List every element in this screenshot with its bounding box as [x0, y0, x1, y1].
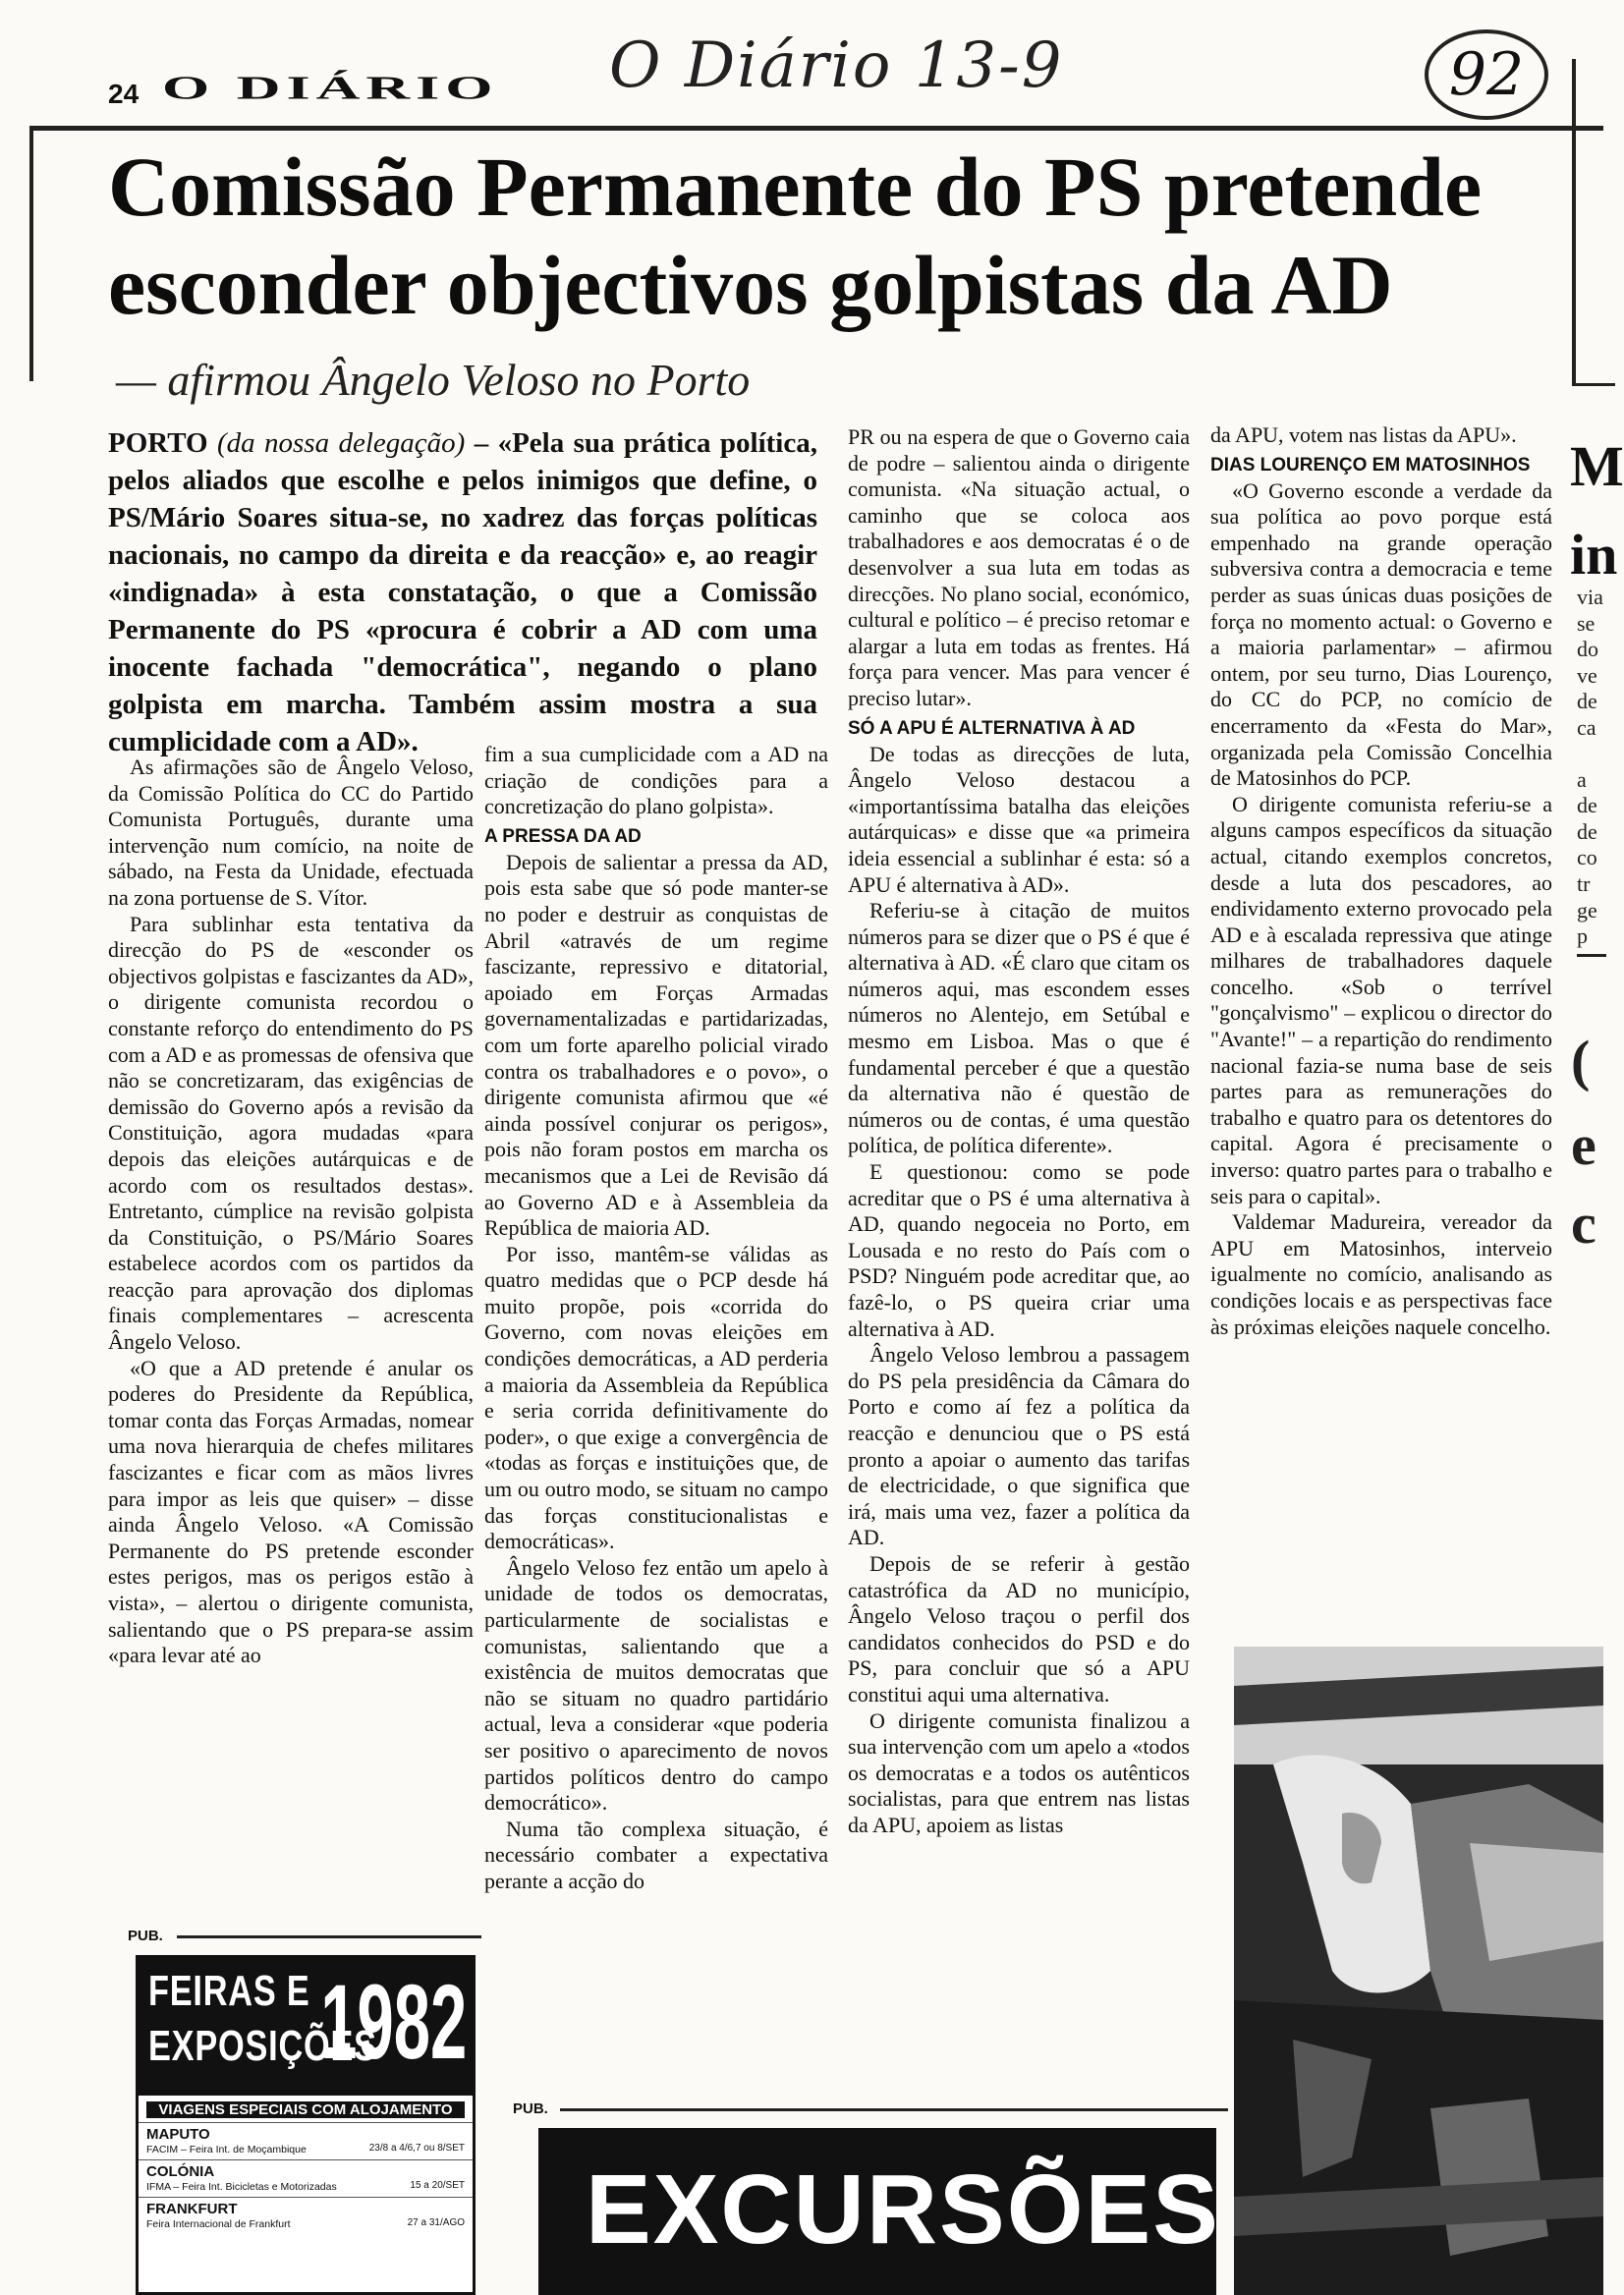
- paragraph: «O Governo esconde a verdade da sua política ao povo porque está empenhado na grande operação subversiva contra a democracia e teme perder as suas únicas duas posições de força no momento actual: o Governo e a maioria parlamentar» – afirmou ontem, por seu turno, Dias Lourenço, do CC do PCP, no comício de encerramento da «Festa do Mar», organizada pela Comissão Concelhia de Matosinhos do PCP.: [1210, 477, 1552, 791]
- paragraph: Numa tão complexa situação, é necessário combater a expectativa perante a acção do: [484, 1816, 828, 1893]
- advert-year: 1982: [320, 1962, 467, 2081]
- advert-row: MAPUTO FACIM – Feira Int. de Moçambique 23/8 a 4/6,7 ou 8/SET: [139, 2122, 473, 2159]
- paragraph: «O que a AD pretende é anular os poderes do Presidente da República, tomar conta das Forças Armadas, nomear uma nova hierarquia de chefes militares fascizantes e ficar com as mãos livres para impor as leis que quiser» – disse ainda Ângelo Veloso. «A Comissão Permanente do PS pretende esconder estes perigos, mas os perigos estão à vista», – alertou o dirigente comunista, salientando que o PS prepara-se assim «para levar até ao: [108, 1355, 474, 1668]
- adjacent-headline-fragment: M in: [1570, 434, 1624, 587]
- advert-row: FRANKFURT Feira Internacional de Frankfurt 27 a 31/AGO: [139, 2197, 473, 2234]
- paragraph: Valdemar Madureira, vereador da APU em Matosinhos, interveio igualmente no comício, analisando as condições locais e as perspectivas face às próximas eleições naquele concelho.: [1210, 1209, 1552, 1339]
- paragraph: E questionou: como se pode acreditar que o PS é uma alternativa à AD, quando negoceia no Porto, em Lousada e no resto do País com o PSD? Ninguém pode acreditar que, ao fazê-lo, o PS queira criar uma alternativa à AD.: [848, 1159, 1190, 1341]
- lead-body: – «Pela sua prática política, pelos aliados que escolhe e pelos inimigos que define, o PS/Mário Soares situa-se, no xadrez das forças políticas nacionais, no campo da direita e da reacção» e, ao reagir «indignada» à esta constatação, o que a Comissão Permanente do PS «procura é cobrir a AD com uma inocente fachada "democrática", negando o plano golpista em marcha. Também assim mostra a sua cumplicidade com a AD».: [108, 427, 817, 757]
- paragraph: fim a sua cumplicidade com a AD na criação de condições para a concretização do plano golpista».: [484, 742, 828, 819]
- advert-rule: [560, 2108, 1228, 2111]
- paragraph: O dirigente comunista referiu-se a alguns campos específicos da situação actual, citando exemplos concretos, desde a luta dos pescadores, ao endividamento externo provocado pela AD e à escalada repressiva que atinge milhares de trabalhadores daquele concelho. «Sob o terrível "gonçalvismo" – explicou o director do "Avante!" – a repartição do rendimento nacional fazia-se numa base de seis partes para as remunerações do trabalho e quatro para os detentores do capital. Agora é precisamente o inverso: quatro partes para o trabalho e seis para o capital».: [1210, 791, 1552, 1208]
- advert-label: PUB.: [513, 2100, 548, 2117]
- paragraph: O dirigente comunista finalizou a sua intervenção com um apelo a «todos os democratas e a todos os autênticos socialistas, para que entrem nas listas da APU, apoiem as listas: [848, 1707, 1190, 1837]
- advert-rule: [177, 1935, 481, 1938]
- paragraph: Depois de salientar a pressa da AD, pois esta sabe que só pode manter-se no poder e destruir as conquistas de Abril «através de um regime fascizante, repressivo e ditatorial, apoiado em Forças Armadas governamentalizadas e partidarizadas, com um forte aparelho policial virado contra os trabalhadores e o povo», o dirigente comunista afirmou que «é ainda possível conjurar os perigos», pois não foram postos em marcha os mecanismos que a Lei de Revisão dá ao Governo AD e à Assembleia da República de maioria AD.: [484, 849, 828, 1241]
- paragraph: Ângelo Veloso lembrou a passagem do PS pela presidência da Câmara do Porto e como aí fez a política da reacção e denunciou que o PS está pronto a apoiar o aumento das tarifas de electricidade, o que significa que irá, mais uma vez, fazer a política da AD.: [848, 1342, 1190, 1550]
- lead-byline: (da nossa delegação): [216, 427, 466, 459]
- advert-feiras-exposicoes: [136, 1955, 476, 2295]
- paragraph: Referiu-se à citação de muitos números para se dizer que o PS é que é alternativa à AD. «É claro que citam os números aqui, mas escondem esses números no Alentejo, em Setúbal e mesmo em Lisboa. Mas o que é fundamental perceber é que a questão da alternativa não é questão de números ou de contas, é uma questão política, de política diferente».: [848, 898, 1190, 1158]
- article-column-4: [1210, 422, 1552, 1340]
- page-number: 24: [108, 79, 140, 109]
- lead-place: PORTO: [108, 427, 208, 459]
- section-heading: A PRESSA DA AD: [484, 825, 642, 847]
- advert-excursoes: [538, 2128, 1220, 2295]
- handwritten-note: O Diário 13-9: [609, 29, 1064, 102]
- top-rule: [29, 126, 1603, 131]
- advert-subtitle: VIAGENS ESPECIAIS COM ALOJAMENTO: [146, 2101, 465, 2118]
- paragraph: Depois de se referir à gestão catastrófica da AD no município, Ângelo Veloso traçou o perfil dos candidatos conhecidos do PSD e do PS, para concluir que só a APU constitui aqui uma alternativa.: [848, 1550, 1190, 1707]
- headline: Comissão Permanente do PS pretende esconder objectivos golpistas da AD: [108, 140, 1483, 332]
- lead-paragraph: [108, 424, 817, 760]
- horse-photo-image: [1234, 1647, 1603, 2295]
- horse-photo: [1234, 1647, 1603, 2295]
- paragraph: Para sublinhar esta tentativa da direcção do PS de «esconder os objectivos golpistas e fascizantes da AD», o dirigente comunista recordou o constante reforço do entendimento do PS com a AD e as promessas de ofensiva que não se concretizaram, das exigências de demissão do Governo após a revisão da Constituição, agora mudadas «para depois das eleições autárquicas e de acordo com os resultados destas». Entretanto, cúmplice na revisão golpista da Constituição, o PS/Mário Soares estabelece acordos com os partidos da reacção para aprovação dos diplomas finais complementares – acrescenta Ângelo Veloso.: [108, 911, 474, 1355]
- advert-banner: [139, 1958, 473, 2096]
- adjacent-article-fragment: via se do ve de ca a de de co tr ge p ( e c: [1577, 585, 1606, 1263]
- paragraph: da APU, votem nas listas da APU».: [1210, 422, 1517, 447]
- advert-row: COLÓNIA IFMA – Feira Int. Bicicletas e Motorizadas 15 a 20/SET: [139, 2159, 473, 2197]
- masthead-fragment: [108, 57, 599, 116]
- section-heading: DIAS LOURENÇO EM MATOSINHOS: [1210, 454, 1531, 476]
- subheadline: — afirmou Ângelo Veloso no Porto: [116, 355, 751, 405]
- article-column-2: [484, 742, 828, 1895]
- advert-title: EXCURSÕES: [586, 2155, 1220, 2265]
- paragraph: De todas as direcções de luta, Ângelo Veloso destacou a «importantíssima batalha das eleições autárquicas» e disse que «a primeira ideia essencial a sublinhar é esta: só a APU é alternativa à AD».: [848, 741, 1190, 897]
- newspaper-logo: O DIÁRIO: [162, 69, 499, 106]
- advert-title: FEIRAS E EXPOSIÇÕES: [148, 1967, 377, 2070]
- section-heading: SÓ A APU É ALTERNATIVA À AD: [848, 717, 1136, 739]
- advert-label: PUB.: [128, 1928, 163, 1944]
- paragraph: Ângelo Veloso fez então um apelo à unidade de todos os democratas, particularmente de socialistas e comunistas, salientando que a existência de muitos democratas que não se situam no quadro partidário actual, leva a considerar «que poderia ser positivo o aparecimento de novos partidos políticos dentro do campo democrático».: [484, 1554, 828, 1816]
- paragraph: As afirmações são de Ângelo Veloso, da Comissão Política do CC do Partido Comunista Português, durante uma intervenção num comício, na noite de sábado, na Festa da Unidade, efectuada na zona portuense de S. Vítor.: [108, 755, 474, 910]
- paragraph: Por isso, mantêm-se válidas as quatro medidas que o PCP desde há muito propõe, pois «corrida do Governo, com novas eleições em condições democráticas, a AD perderia a maioria da Assembleia da República e seria corrida definitivamente do poder», o que exige a convergência de «todas as forças e instituições que, de um ou outro modo, se situam no campo das forças constitucionalistas e democráticas».: [484, 1241, 828, 1554]
- paragraph: PR ou na espera de que o Governo caia de podre – salientou ainda o dirigente comunista. «Na situação actual, o caminho que se coloca aos trabalhadores e aos democratas é o de desenvolver a sua luta em todas as direcções. No plano social, económico, cultural e político – é preciso retomar e alargar a luta em todas as frentes. Há força para vencer. Mas para vencer é preciso lutar».: [848, 424, 1190, 710]
- circled-page-number: 92: [1425, 29, 1548, 120]
- article-column-3: [848, 424, 1190, 1838]
- left-rule: [29, 126, 33, 381]
- article-column-1: [108, 755, 474, 1669]
